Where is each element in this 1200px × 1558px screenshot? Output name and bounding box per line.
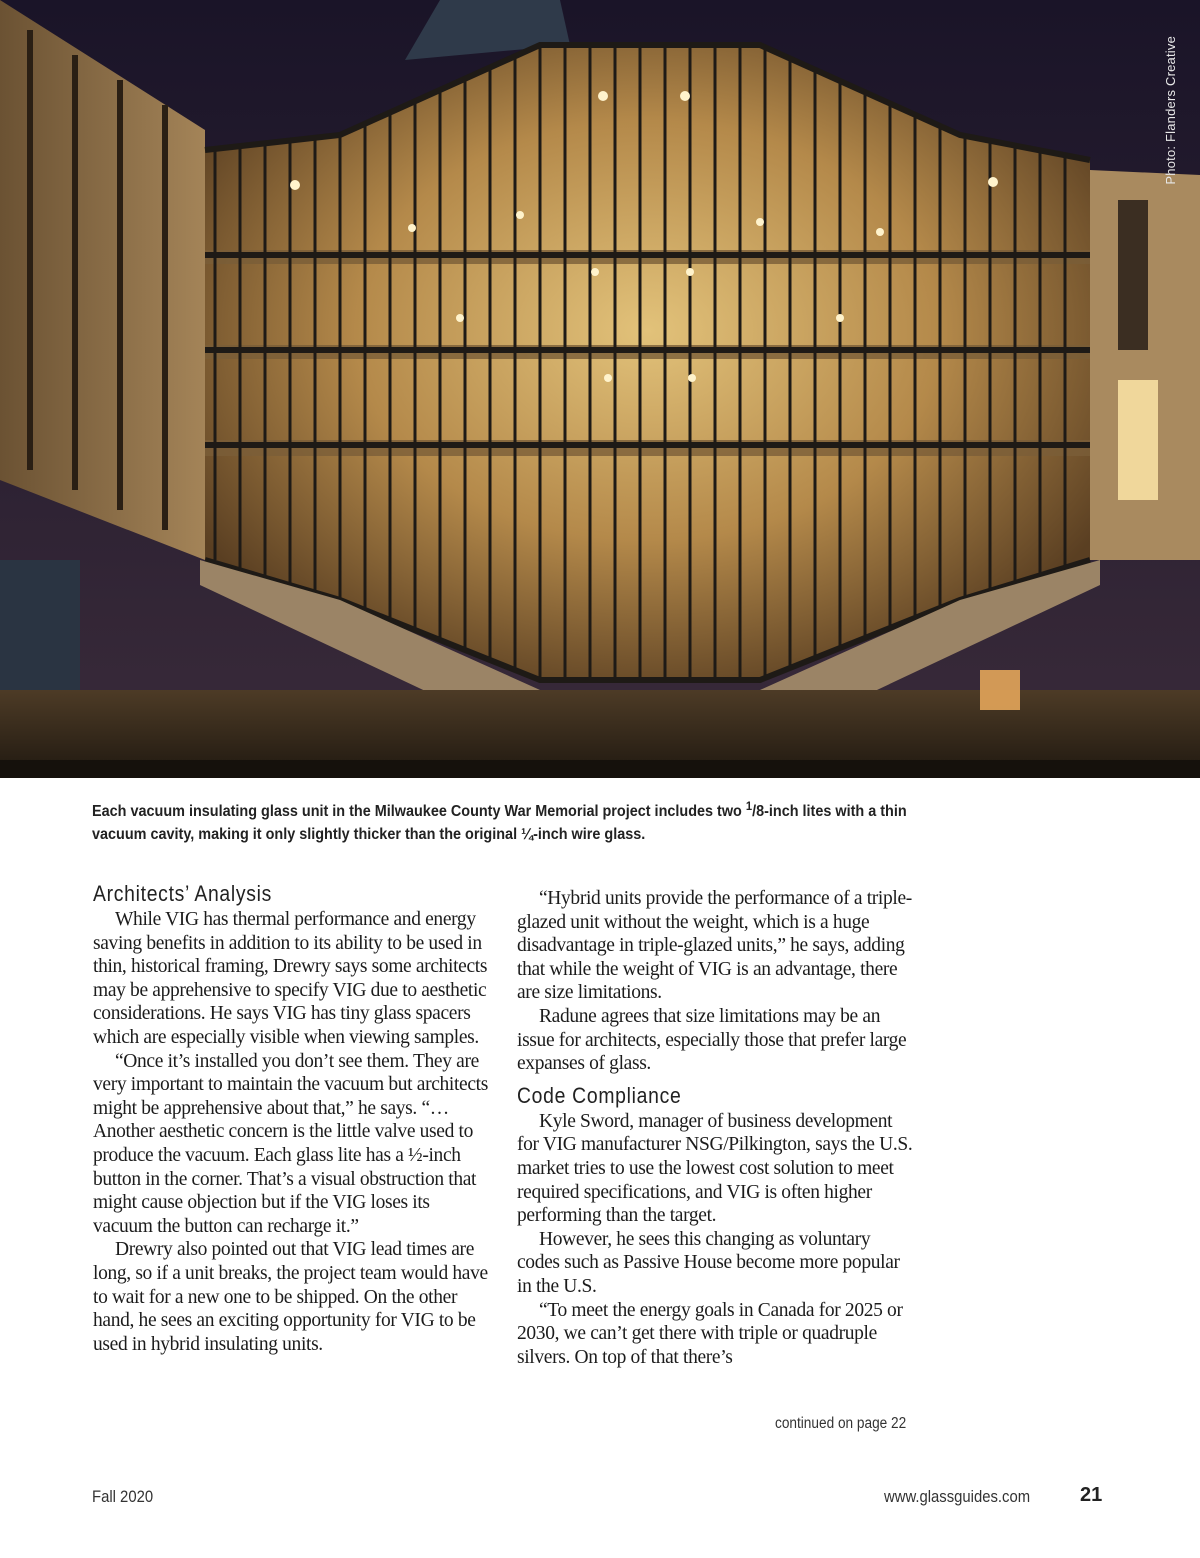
continued-notice: continued on page 22 bbox=[775, 1415, 907, 1432]
paragraph: While VIG has thermal performance and energy saving benefits in addition to its ability to be used in thin, historical framing, Drewry says some architects may be apprehensive to specify VIG due to aesthetic considerations. He says VIG has tiny glass spacers which are especially visible when viewing samples. bbox=[93, 909, 488, 1048]
paragraph: “Once it’s installed you don’t see them. They are very important to maintain the vacuum but architects might be apprehensive about that,” he says. “… Another aesthetic concern is the little valve used to produce the vacuum. Each glass lite has a ½-inch button in the corner. That’s a visual obstruction that might cause objection but if the VIG loses its vacuum the button can recharge it.” bbox=[93, 1050, 488, 1237]
footer-issue: Fall 2020 bbox=[92, 1488, 154, 1506]
paragraph: Drewry also pointed out that VIG lead times are long, so if a unit breaks, the project team would have to wait for a new one to be shipped. On the other hand, he sees an exciting opportunity for VIG to be used in hybrid insulating units. bbox=[93, 1239, 488, 1355]
section-heading-code-compliance: Code Compliance bbox=[517, 1082, 682, 1108]
photo-credit: Photo: Flanders Creative bbox=[1163, 36, 1178, 185]
right-column bbox=[517, 880, 917, 1369]
paragraph: However, he sees this changing as voluntary codes such as Passive House become more popular in the U.S. bbox=[517, 1228, 900, 1297]
paragraph: “To meet the energy goals in Canada for 2025 or 2030, we can’t get there with triple or quadruple silvers. On top of that there’s bbox=[517, 1299, 903, 1368]
paragraph: Kyle Sword, manager of business development for VIG manufacturer NSG/Pilkington, says the U.S. market tries to use the lowest cost solution to meet required specifications, and VIG is often higher performing than the target. bbox=[517, 1110, 913, 1227]
page-number: 21 bbox=[1080, 1484, 1103, 1506]
footer-url-link[interactable]: www.glassguides.com bbox=[884, 1488, 1031, 1506]
building-photo-illustration bbox=[0, 0, 1200, 778]
photo-caption bbox=[92, 795, 910, 846]
building-photo bbox=[0, 0, 1200, 778]
caption-text-start: Each vacuum insulating glass unit in the Milwaukee County War Memorial project includes two bbox=[92, 803, 746, 821]
paragraph: Radune agrees that size limitations may be an issue for architects, especially those that prefer large expanses of glass. bbox=[517, 1005, 907, 1075]
caption-fraction-numerator: 1 bbox=[745, 799, 753, 813]
caption-text-end: /8-inch lites with a thin vacuum cavity, making it only slightly thicker than the original ¼-inch wire glass. bbox=[92, 803, 907, 844]
section-heading-architects-analysis: Architects’ Analysis bbox=[93, 881, 273, 906]
left-column bbox=[93, 880, 493, 1356]
paragraph: “Hybrid units provide the performance of a triple-glazed unit without the weight, which is a huge disadvantage in triple-glazed units,” he says, adding that while the weight of VIG is an advantage, there are size limitations. bbox=[517, 888, 912, 1004]
